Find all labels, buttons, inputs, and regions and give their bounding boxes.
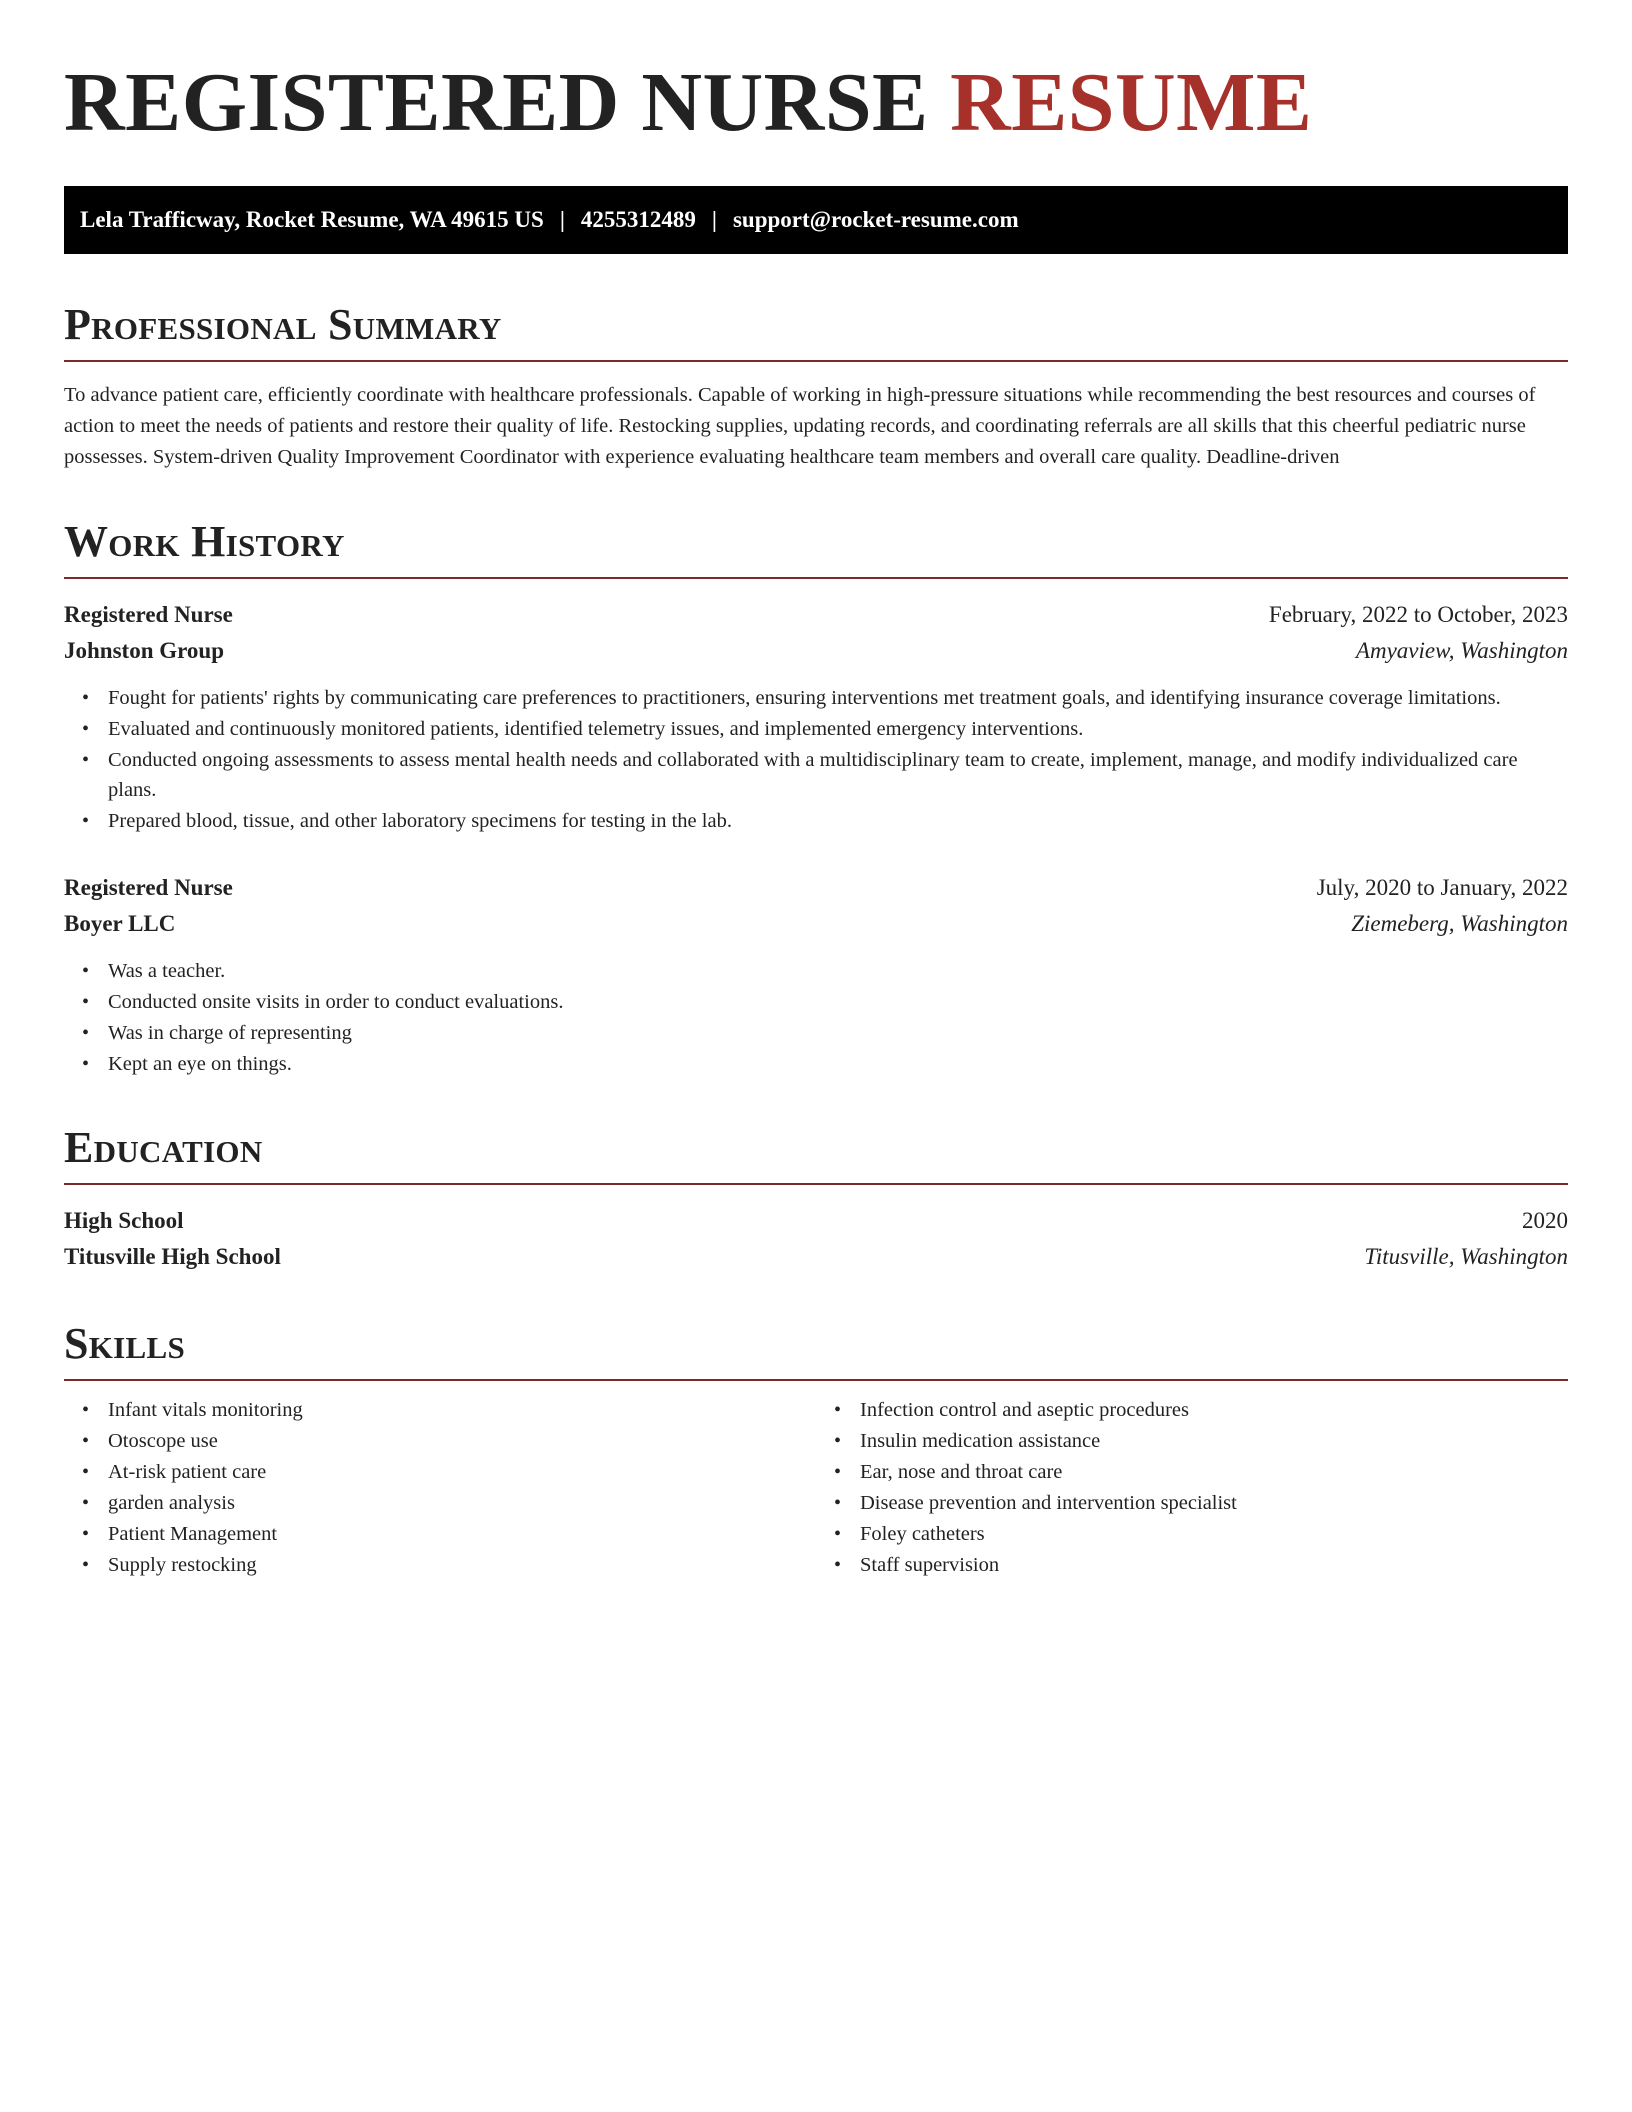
skill-item: • Infection control and aseptic procedures: [860, 1395, 1568, 1425]
resume-title: [64, 56, 1568, 150]
education-school-row: [64, 1239, 1568, 1275]
contact-separator: |: [711, 207, 717, 232]
job-company: Johnston Group: [64, 638, 225, 663]
list-item: • Was in charge of representing: [108, 1018, 1568, 1048]
education-header-row: [64, 1203, 1568, 1239]
section-divider: [64, 1183, 1568, 1185]
skills-right-column: [816, 1395, 1568, 1581]
contact-phone: 4255312489: [580, 207, 696, 232]
skill-item: • Disease prevention and intervention specialist: [860, 1488, 1568, 1518]
skills-columns: [64, 1395, 1568, 1581]
job-entry: [64, 597, 1568, 836]
list-item: • Evaluated and continuously monitored patients, identified telemetry issues, and implemented emergency interventions.: [108, 714, 1568, 744]
list-item: • Conducted ongoing assessments to assess mental health needs and collaborated with a multidisciplinary team to create, implement, manage, and modify individualized care plans.: [108, 745, 1568, 805]
job-location: Ziemeberg, Washington: [1351, 911, 1568, 936]
education-degree: High School: [64, 1208, 184, 1233]
skill-item: • Infant vitals monitoring: [108, 1395, 816, 1425]
summary-text: To advance patient care, efficiently coordinate with healthcare professionals. Capable of working in high-pressure situations while recommending the best resources and courses of action to meet the needs of patients and restore their quality of life. Restocking supplies, updating records, and coordinating referrals are all skills that this cheerful pediatric nurse possesses. System-driven Quality Improvement Coordinator with experience evaluating healthcare team members and overall care quality. Deadline-driven: [64, 384, 1536, 468]
list-item: • Kept an eye on things.: [108, 1049, 1568, 1079]
skill-item: • Supply restocking: [108, 1550, 816, 1580]
contact-email: support@rocket-resume.com: [732, 207, 1019, 232]
job-bullets: [64, 683, 1568, 836]
job-dates: February, 2022 to October, 2023: [1268, 602, 1568, 627]
skills-section: [64, 1319, 1568, 1581]
job-title: Registered Nurse: [64, 602, 233, 627]
list-item: • Conducted onsite visits in order to conduct evaluations.: [108, 987, 1568, 1017]
list-item: • Was a teacher.: [108, 956, 1568, 986]
section-divider: [64, 360, 1568, 362]
skills-heading: Skills: [64, 1319, 186, 1368]
education-location: Titusville, Washington: [1364, 1244, 1568, 1269]
job-header-row: [64, 597, 1568, 633]
skill-item: • Ear, nose and throat care: [860, 1457, 1568, 1487]
summary-section: [64, 300, 1568, 473]
education-year: 2020: [1522, 1208, 1568, 1233]
education-heading: Education: [64, 1123, 263, 1172]
skill-item: • Insulin medication assistance: [860, 1426, 1568, 1456]
job-bullets: [64, 956, 1568, 1079]
list-item: • Prepared blood, tissue, and other laboratory specimens for testing in the lab.: [108, 806, 1568, 836]
skill-item: • Staff supervision: [860, 1550, 1568, 1580]
contact-address: Lela Trafficway, Rocket Resume, WA 49615 US: [80, 207, 544, 232]
education-entry: [64, 1203, 1568, 1275]
job-dates: July, 2020 to January, 2022: [1316, 875, 1568, 900]
title-main: REGISTERED NURSE: [64, 56, 929, 149]
title-accent: RESUME: [950, 56, 1313, 149]
skill-item: • garden analysis: [108, 1488, 816, 1518]
skill-item: • At-risk patient care: [108, 1457, 816, 1487]
contact-bar: [64, 186, 1568, 254]
section-divider: [64, 577, 1568, 579]
education-school: Titusville High School: [64, 1244, 281, 1269]
job-entry: [64, 870, 1568, 1079]
skill-item: • Patient Management: [108, 1519, 816, 1549]
skill-item: • Foley catheters: [860, 1519, 1568, 1549]
list-item: • Fought for patients' rights by communicating care preferences to practitioners, ensuring interventions met treatment goals, and identifying insurance coverage limitations.: [108, 683, 1568, 713]
job-company-row: [64, 633, 1568, 669]
section-divider: [64, 1379, 1568, 1381]
job-header-row: [64, 870, 1568, 906]
skill-item: • Otoscope use: [108, 1426, 816, 1456]
job-company: Boyer LLC: [64, 911, 176, 936]
job-title: Registered Nurse: [64, 875, 233, 900]
summary-heading: Professional Summary: [64, 300, 502, 349]
work-history-heading: Work History: [64, 517, 345, 566]
job-company-row: [64, 906, 1568, 942]
job-location: Amyaview, Washington: [1355, 638, 1568, 663]
work-history-section: [64, 517, 1568, 1079]
contact-separator: |: [559, 207, 565, 232]
skills-left-column: [64, 1395, 816, 1581]
education-section: [64, 1123, 1568, 1275]
